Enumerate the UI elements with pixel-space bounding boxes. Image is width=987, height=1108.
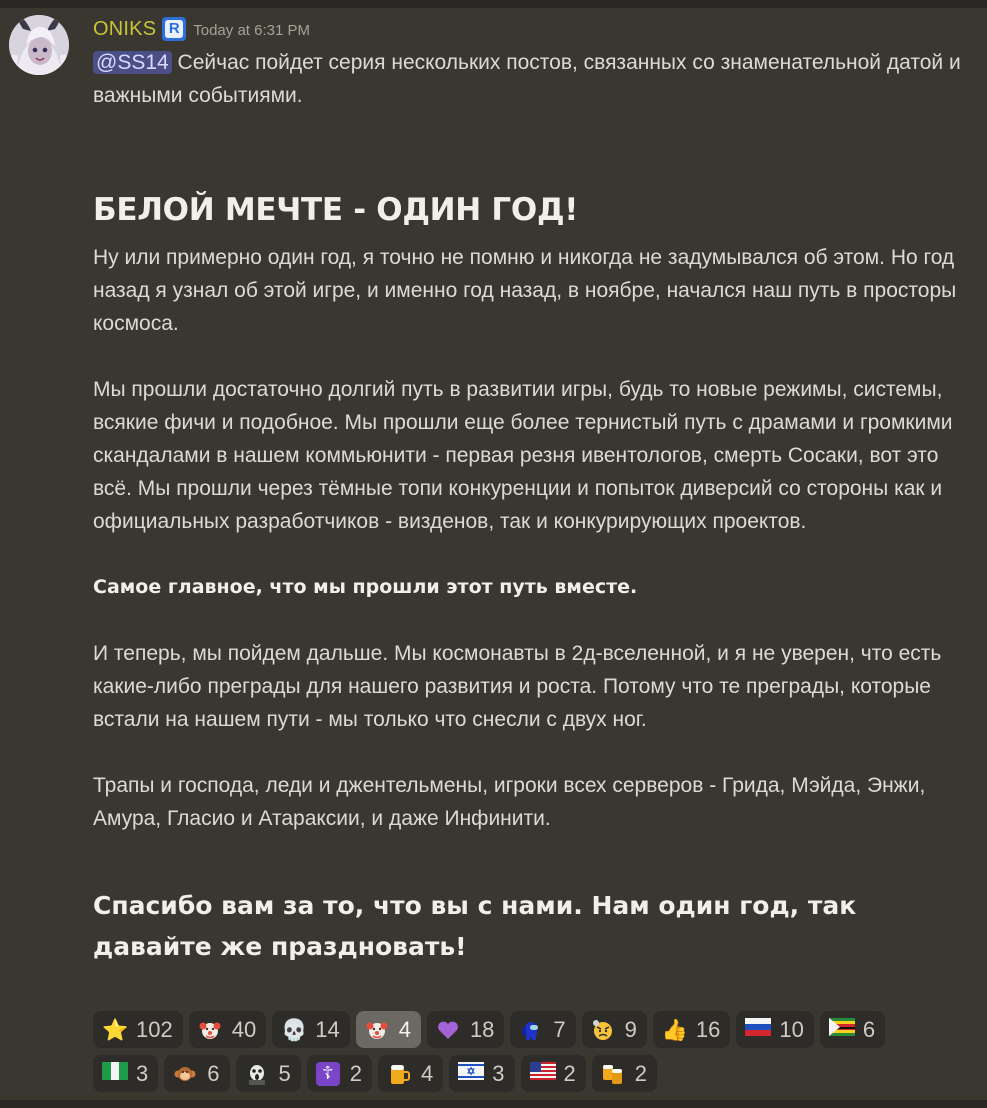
reaction-monkey-face[interactable] — [164, 1055, 229, 1092]
reaction-israel-flag[interactable] — [449, 1055, 514, 1092]
reaction-count: 10 — [779, 1016, 804, 1042]
timestamp: Today at 6:31 PM — [193, 22, 310, 39]
beers-icon — [601, 1062, 625, 1086]
reaction-beers[interactable] — [592, 1055, 657, 1092]
reaction-count: 3 — [136, 1060, 149, 1086]
monkey-face-icon — [173, 1062, 197, 1086]
reaction-count: 2 — [349, 1060, 362, 1086]
message-body — [93, 14, 973, 967]
usa-flag-icon — [530, 1062, 554, 1086]
top-divider — [0, 0, 987, 8]
reaction-count: 5 — [278, 1060, 291, 1086]
reaction-thumbs-up[interactable] — [653, 1011, 730, 1048]
reactions-row-1 — [93, 1011, 973, 1048]
crewmate-icon — [519, 1018, 543, 1042]
reaction-count: 4 — [421, 1060, 434, 1086]
post-heading: БЕЛОЙ МЕЧТЕ - ОДИН ГОД! — [93, 192, 579, 228]
reaction-count: 3 — [492, 1060, 505, 1086]
reaction-star[interactable] — [93, 1011, 183, 1048]
skull-icon: 💀 — [281, 1017, 308, 1042]
reaction-count: 6 — [207, 1060, 220, 1086]
nigeria-flag-icon — [102, 1062, 126, 1086]
zimbabwe-flag-icon — [829, 1018, 853, 1042]
thanks-heading: Спасибо вам за то, что вы с нами. Нам один год, так давайте же праздновать! — [93, 891, 857, 961]
author-name[interactable]: ONIKS — [93, 17, 157, 40]
reaction-orthodox-cross[interactable] — [307, 1055, 372, 1092]
reaction-count: 9 — [624, 1016, 637, 1042]
reaction-count: 7 — [553, 1016, 566, 1042]
beer-mug-icon — [387, 1062, 411, 1086]
role-badge-letter: R — [165, 20, 183, 38]
reaction-count: 16 — [695, 1016, 721, 1042]
reaction-count: 40 — [231, 1016, 257, 1042]
paragraph-2: Мы прошли достаточно долгий путь в развитии игры, будь то новые режимы, системы, всякие фичи и подобное. Мы прошли еще более тернистый путь с драмами и громкими скандалами в нашем коммьюнити - первая резня ивентологов, смерть Сосаки, вот это всё. Мы прошли через тёмные топи конкуренции и попыток диверсий со стороны как и официальных разработчиков - визденов, так и конкурирующих проектов. — [93, 378, 953, 533]
reaction-clown[interactable] — [189, 1011, 266, 1048]
avatar[interactable] — [9, 15, 69, 75]
reaction-zimbabwe-flag[interactable] — [820, 1011, 885, 1048]
clown-icon — [365, 1018, 389, 1042]
screaming-face-icon — [245, 1062, 269, 1086]
reaction-usa-flag[interactable] — [521, 1055, 586, 1092]
intro-body: Сейчас пойдет серия нескольких постов, связанных со знаменательной датой и важными событиями. — [93, 51, 961, 107]
reaction-count: 2 — [634, 1060, 647, 1086]
star-icon: ⭐ — [102, 1017, 129, 1042]
paragraph-4: И теперь, мы пойдем дальше. Мы космонавты в 2д-вселенной, и я не уверен, что есть какие-либо преграды для нашего развития и роста. Потому что те преграды, которые встали на нашем пути - мы только что снесли с двух ног. — [93, 642, 942, 731]
reaction-count: 102 — [136, 1016, 173, 1042]
reaction-crewmate[interactable] — [510, 1011, 575, 1048]
reaction-angry-face[interactable] — [582, 1011, 647, 1048]
reaction-nigeria-flag[interactable] — [93, 1055, 158, 1092]
thumbs-up-icon: 👍 — [661, 1017, 689, 1042]
reaction-count: 4 — [398, 1016, 411, 1042]
reactions-row-2 — [93, 1055, 973, 1092]
reaction-skull[interactable] — [272, 1011, 349, 1048]
reaction-purple-heart[interactable] — [427, 1011, 504, 1048]
reaction-count: 18 — [469, 1016, 495, 1042]
angry-face-icon — [591, 1018, 615, 1042]
reaction-count: 14 — [315, 1016, 340, 1042]
mention-ss14[interactable]: @SS14 — [93, 51, 172, 74]
clown-icon — [198, 1018, 222, 1042]
russia-flag-icon — [745, 1018, 769, 1042]
reaction-count: 6 — [862, 1016, 876, 1042]
reaction-beer-mug[interactable] — [378, 1055, 443, 1092]
reaction-count: 2 — [563, 1060, 576, 1086]
orthodox-cross-icon: ☦ — [316, 1062, 340, 1086]
israel-flag-icon — [458, 1062, 482, 1086]
purple-heart-icon — [436, 1018, 460, 1042]
role-badge-icon[interactable] — [162, 17, 186, 41]
paragraph-1: Ну или примерно один год, я точно не помню и никогда не задумывался об этом. Но год назад я узнал об этой игре, и именно год назад, в ноябре, начался наш путь в просторы космоса. — [93, 246, 957, 335]
intro-text — [93, 46, 973, 112]
reaction-russia-flag[interactable] — [736, 1011, 813, 1048]
reaction-screaming-face[interactable] — [236, 1055, 301, 1092]
paragraph-5: Трапы и господа, леди и джентельмены, игроки всех серверов - Грида, Мэйда, Энжи, Амура, Гласио и Атараксии, и даже Инфинити. — [93, 774, 926, 830]
reaction-clown[interactable] — [356, 1011, 421, 1048]
reactions-bar — [93, 1011, 973, 1099]
bottom-divider — [0, 1100, 987, 1108]
message-header — [93, 14, 973, 44]
paragraph-3-bold: Самое главное, что мы прошли этот путь вместе. — [93, 576, 638, 598]
